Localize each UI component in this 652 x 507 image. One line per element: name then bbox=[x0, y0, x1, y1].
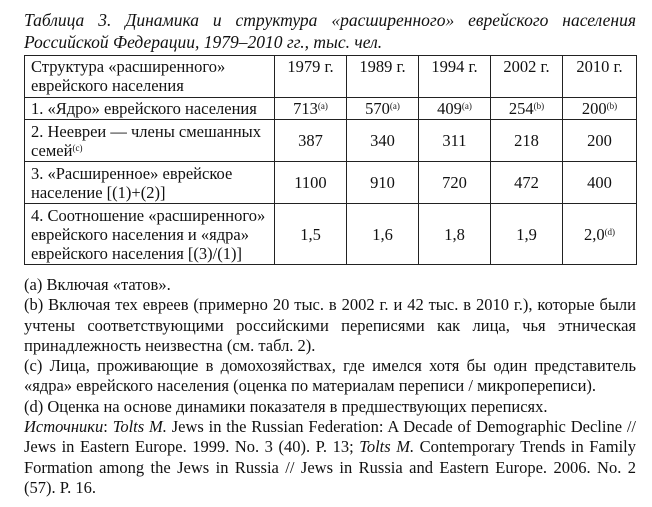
footnote-ref: (b) bbox=[606, 101, 618, 111]
header-year: 1989 г. bbox=[347, 56, 419, 98]
footnote-ref: (a) bbox=[317, 101, 328, 111]
table-cell: 1,6 bbox=[347, 204, 419, 265]
table-header-row bbox=[25, 56, 637, 98]
footnote-ref: (c) bbox=[72, 142, 83, 153]
header-structure: Структура «расширенного» еврейского населения bbox=[25, 56, 275, 98]
table-cell: 713$^{(a)}$ bbox=[275, 98, 347, 120]
footnote-ref: (d) bbox=[604, 226, 616, 237]
header-year: 1979 г. bbox=[275, 56, 347, 98]
sources-label: Источники bbox=[24, 417, 104, 437]
table-row bbox=[25, 162, 637, 204]
table-cell: 387 bbox=[275, 120, 347, 162]
table-cell: 720 bbox=[419, 162, 491, 204]
footnote-a: (a) Включая «татов». bbox=[24, 275, 171, 294]
row-label: 2. Неевреи — члены смешанных семей$^{(c)}$ bbox=[25, 120, 275, 162]
table-row bbox=[25, 204, 637, 265]
table-cell: 910 bbox=[347, 162, 419, 204]
table-cell: 400 bbox=[563, 162, 637, 204]
table-cell: 1100 bbox=[275, 162, 347, 204]
footnote-d: (d) Оценка на основе динамики показателя в предшествующих переписях. bbox=[24, 396, 548, 416]
header-year: 1994 г. bbox=[419, 56, 491, 98]
table-cell: 200$^{(b)}$ bbox=[563, 98, 637, 120]
footnote-b: (b) Включая тех евреев (примерно 20 тыс. в 2002 г. и 42 тыс. в 2010 г.), которые были учтены соответствующими российскими переписями как лица, чья этническая принадлежность неизвестна (см. табл. 2). bbox=[24, 295, 636, 355]
table-cell: 200 bbox=[563, 120, 637, 162]
table-cell: 570$^{(a)}$ bbox=[347, 98, 419, 120]
footnote-ref: (a) bbox=[461, 101, 472, 111]
header-year: 2010 г. bbox=[563, 56, 637, 98]
footnote-ref: (a) bbox=[389, 101, 400, 111]
footnote-c: (c) Лица, проживающие в домохозяйствах, где имелся хотя бы один представитель «ядра» еврейского населения (оценка по материалам переписи / микропереписи). bbox=[24, 356, 636, 396]
row-label: 3. «Расширенное» еврейское население [(1)+(2)] bbox=[25, 162, 275, 204]
table-cell: 472 bbox=[491, 162, 563, 204]
source-author: Tolts M. bbox=[359, 437, 415, 457]
table-cell: 1,5 bbox=[275, 204, 347, 265]
footnote-ref: (b) bbox=[533, 101, 545, 111]
table-cell: 409$^{(a)}$ bbox=[419, 98, 491, 120]
table-row bbox=[25, 98, 637, 120]
sources: Источники: Tolts M. Jews in the Russian Federation: A Decade of Demographic Decline // Jews in Eastern Europe. 1999. No. 3 (40). P. 13; Tolts M. Contemporary Trends in Family Formation among the Jews in Russia // Jews in Russia and Eastern Europe. 2006. No. 2 (57). P. 16. bbox=[24, 417, 637, 497]
table-row bbox=[25, 120, 637, 162]
table-caption: Таблица 3. Динамика и структура «расширенного» еврейского населения Российской Федерации, 1979–2010 гг., тыс. чел. bbox=[24, 10, 636, 52]
header-year: 2002 г. bbox=[491, 56, 563, 98]
table-cell: 311 bbox=[419, 120, 491, 162]
row-label: 4. Соотношение «расширенного» еврейского населения и «ядра» еврейского населения [(3)/(1)] bbox=[25, 204, 275, 265]
table-cell: 1,9 bbox=[491, 204, 563, 265]
table-cell: 1,8 bbox=[419, 204, 491, 265]
population-table bbox=[24, 55, 637, 265]
footnotes bbox=[24, 275, 636, 498]
table-cell: 2,0$^{(d)}$ bbox=[563, 204, 637, 265]
table-cell: 218 bbox=[491, 120, 563, 162]
table-cell: 340 bbox=[347, 120, 419, 162]
row-label: 1. «Ядро» еврейского населения bbox=[25, 98, 275, 120]
source-author: Tolts M. bbox=[112, 417, 167, 437]
table-cell: 254$^{(b)}$ bbox=[491, 98, 563, 120]
